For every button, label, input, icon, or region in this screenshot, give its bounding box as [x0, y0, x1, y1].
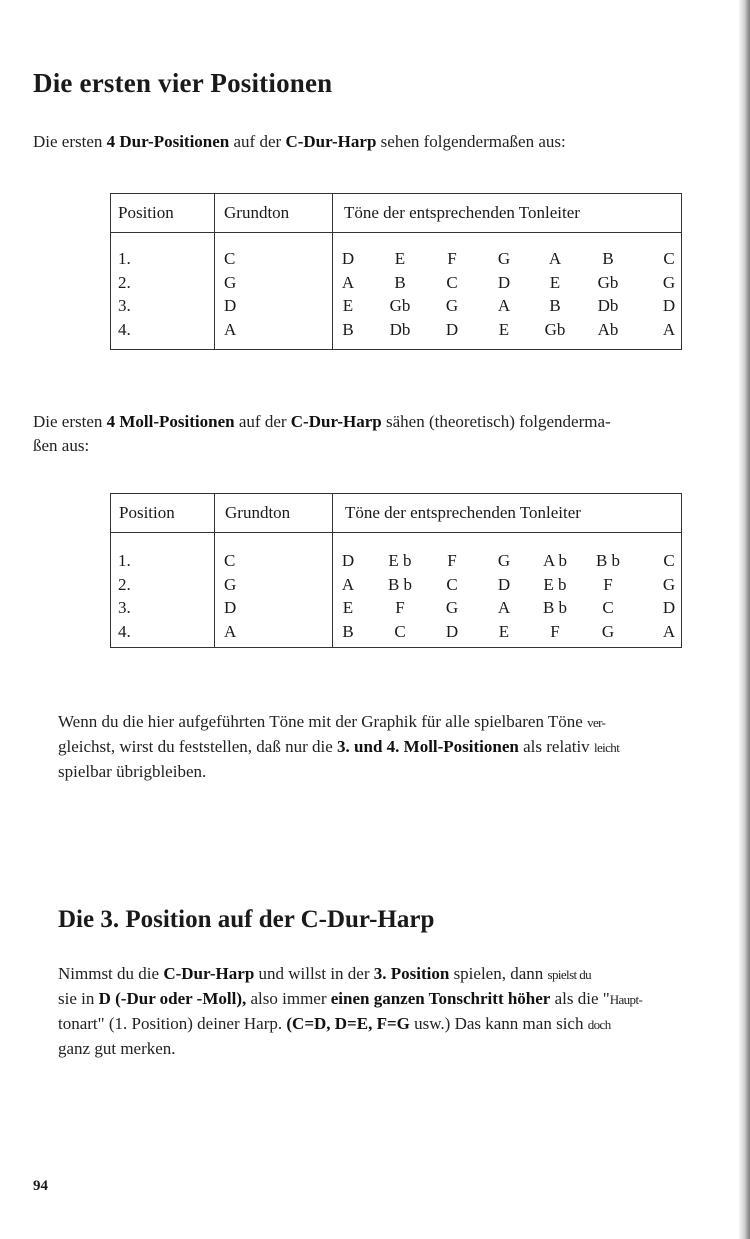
- scale-tone: G: [601, 621, 615, 641]
- header-grundton: Grundton: [224, 203, 290, 222]
- scale-tone: F: [447, 249, 457, 268]
- scale-tone: E: [394, 249, 406, 268]
- position-number: 4.: [118, 319, 131, 339]
- moll-positions-table: [110, 493, 682, 648]
- intro-dur-paragraph: Die ersten 4 Dur-Positionen auf der C-Dur-Harp sehen folgendermaßen aus:: [33, 132, 566, 151]
- scale-tone: A: [662, 621, 676, 641]
- scale-tone: A: [497, 296, 511, 315]
- dur-positions-table: [110, 193, 682, 350]
- scale-tone: B: [394, 272, 406, 292]
- scale-tone: C: [663, 551, 675, 570]
- scale-tone: B: [342, 319, 354, 339]
- scale-tone: B: [549, 296, 561, 315]
- scale-tone: Gb: [597, 272, 619, 292]
- scale-tone: C: [446, 272, 458, 292]
- scale-tone: C: [446, 574, 458, 594]
- scale-tone: D: [341, 551, 355, 570]
- scale-tone: D: [497, 272, 511, 292]
- scale-tone: D: [662, 598, 676, 617]
- scale-tone: E: [498, 319, 510, 339]
- scale-tone: F: [395, 598, 405, 617]
- scale-tone: G: [497, 551, 511, 570]
- scale-tone: Db: [597, 296, 619, 315]
- scale-tone: E b: [543, 574, 567, 594]
- page-edge-shadow: [738, 0, 750, 1239]
- scale-tone: Db: [389, 319, 411, 339]
- scale-tone: G: [445, 598, 459, 617]
- scale-tone: D: [497, 574, 511, 594]
- scale-tone: G: [497, 249, 511, 268]
- header-tonleiter: Töne der entsprechenden Tonleiter: [345, 503, 581, 522]
- intro-moll-paragraph: Die ersten 4 Moll-Positionen auf der C-Dur-Harp sähen (theoretisch) folgenderma- ßen aus:: [33, 412, 611, 455]
- position-number: 1.: [118, 249, 131, 268]
- third-position-paragraph: Nimmst du die C-Dur-Harp und willst in der 3. Position spielen, dann spielst du sie in D (-Dur oder -Moll), also immer einen ganzen Tonschritt höher als die "Haupt- tonart" (1. Position) deiner Harp. (C=D, D=E, F=G usw.) Das kann man sich doch ganz gut merken.: [58, 964, 643, 1058]
- column-divider: [214, 194, 215, 349]
- scale-tone: B b: [387, 574, 413, 594]
- header-grundton: Grundton: [225, 503, 291, 522]
- scale-tone: B b: [542, 598, 568, 617]
- scale-tone: F: [447, 551, 457, 570]
- section-heading: Die 3. Position auf der C-Dur-Harp: [58, 906, 435, 933]
- scale-tone: A: [497, 598, 511, 617]
- scale-tone: A b: [542, 551, 568, 570]
- page-heading: Die ersten vier Positionen: [33, 68, 333, 98]
- position-number: 3.: [118, 296, 131, 315]
- position-number: 3.: [118, 598, 131, 617]
- scale-tone: D: [445, 621, 459, 641]
- scale-tone: G: [662, 574, 676, 594]
- scale-tone: E b: [388, 551, 412, 570]
- scale-tone: D: [445, 319, 459, 339]
- root-note: D: [224, 598, 237, 617]
- scale-tone: C: [663, 249, 675, 268]
- scale-tone: E: [549, 272, 561, 292]
- comparison-paragraph: Wenn du die hier aufgeführten Töne mit der Graphik für alle spielbaren Töne ver- gleichst, wirst du feststellen, daß nur die 3. und 4. Moll-Positionen als relativ leicht spielbar übrigbleiben.: [58, 712, 620, 781]
- position-number: 2.: [118, 574, 131, 594]
- header-position: Position: [119, 503, 175, 522]
- table-header: [111, 494, 681, 533]
- table-header: [111, 194, 681, 233]
- scale-tone: E: [498, 621, 510, 641]
- root-note: A: [224, 621, 237, 641]
- scale-tone: D: [662, 296, 676, 315]
- position-number: 1.: [118, 551, 131, 570]
- scale-tone: G: [662, 272, 676, 292]
- root-note: C: [224, 551, 236, 570]
- root-note: A: [224, 319, 237, 339]
- root-note: G: [224, 272, 237, 292]
- scale-tone: Gb: [544, 319, 566, 339]
- scale-tone: Ab: [597, 319, 619, 339]
- scale-tone: C: [394, 621, 406, 641]
- root-note: G: [224, 574, 237, 594]
- scale-tone: A: [341, 272, 355, 292]
- page-number: 94: [33, 1178, 48, 1194]
- scale-tone: B: [602, 249, 614, 268]
- position-number: 4.: [118, 621, 131, 641]
- scale-tone: B: [342, 621, 354, 641]
- scale-tone: A: [662, 319, 676, 339]
- root-note: C: [224, 249, 236, 268]
- scale-tone: D: [341, 249, 355, 268]
- scale-tone: G: [445, 296, 459, 315]
- scale-tone: F: [550, 621, 560, 641]
- scale-tone: Gb: [389, 296, 411, 315]
- scale-tone: F: [603, 574, 613, 594]
- scale-tone: A: [548, 249, 562, 268]
- scale-tone: B b: [595, 551, 621, 570]
- header-position: Position: [118, 203, 174, 222]
- scale-tone: A: [341, 574, 355, 594]
- scale-tone: E: [342, 296, 354, 315]
- column-divider: [214, 494, 215, 647]
- header-tonleiter: Töne der entsprechenden Tonleiter: [344, 203, 580, 222]
- position-number: 2.: [118, 272, 131, 292]
- scale-tone: C: [602, 598, 614, 617]
- root-note: D: [224, 296, 237, 315]
- scale-tone: E: [342, 598, 354, 617]
